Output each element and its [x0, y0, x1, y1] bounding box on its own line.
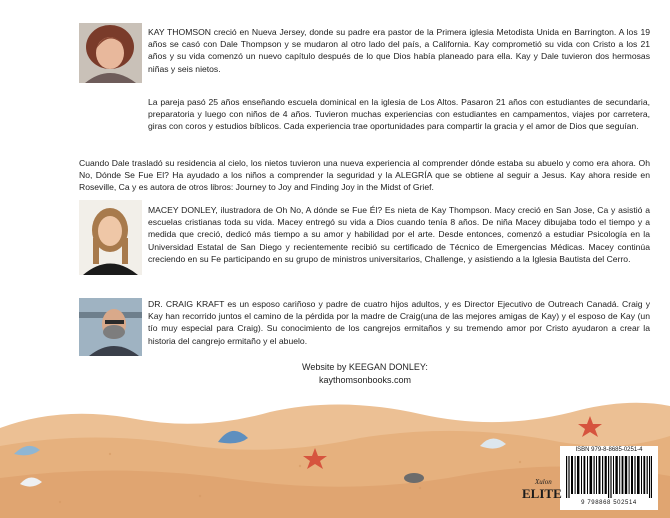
stone-small: [404, 473, 424, 483]
kay-paragraph-2: La pareja pasó 25 años enseñando escuela dominical en la iglesia de Los Altos. Pasaron 21 años con estudiantes de secundaria, preparatoria y luego con niños de 4 años. Tuvieron muchas experiencias con estudiantes en campamentos, viajes por carretera, giras con coros y estudios bíblicos. Cada experiencia trae oportunidades para compartir la gracia y el amor de Dios que seguían.: [148, 97, 650, 132]
website-link[interactable]: kaythomsonbooks.com: [318, 374, 412, 385]
publisher-logo-top: Xulon: [535, 478, 552, 486]
craig-kraft-photo: [79, 298, 142, 356]
website-line-1: Website by KEEGAN DONLEY:: [302, 362, 428, 372]
kay-paragraph-3: Cuando Dale trasladó su residencia al cielo, los nietos tuvieron una nueva experiencia al comprender dónde estaba su abuelo y como era ahora. Oh No, Dónde Se Fue El? Ha ayudado a los niños a comprender la seguridad y la ALEGRÍA que se obtiene al seguir a Jesus. Kay ahora reside en Roseville, Ca y es autora de otros libros: Journey to Joy and Finding Joy in the Midst of Grief.: [79, 158, 650, 193]
barcode-number: 9 798868 502514: [581, 500, 637, 506]
craig-paragraph: DR. CRAIG KRAFT es un esposo cariñoso y padre de cuatro hijos adultos, y es Director Ejecutivo de Outreach Canadá. Craig y Kay han recorrido juntos el camino de la pérdida por la madre de Craig(una de las mejores amigas de Kay) y el esposo de Kay (un tío muy especial para Craig). Su conocimiento de los cangrejos ermitaños y su tremendo amor por Cristo ayudaron a crear la historia del cangrejo ermitaño y el abuelo.: [148, 299, 650, 346]
macey-paragraph: MACEY DONLEY, ilustradora de Oh No, A dónde se Fue Él? Es nieta de Kay Thompson. Macy creció en San Jose, Ca y asistió a escuelas cristianas toda su vida. Macey entregó su vida a Dios cuando tenía 8 años. De niña Macey dibujaba todo el tiempo y a medida que creció, dedicó más tiempo a su amor y habilidad por el arte. Desde entonces, comenzó a estudiar Psicología en la Universidad Estatal de San Diego y recientemente recibió su certificado de Técnico de Emergencias Médicas. Macey continúa creciendo en su Fe participando en su grupo de ministros universitarios, Challenge, y asistiendo a la Iglesia Bautista del Cerro.: [148, 205, 650, 264]
website-credit: [250, 361, 480, 386]
barcode-bars: [566, 456, 652, 498]
publisher-logo: ELITE: [522, 486, 562, 501]
kay-paragraph-1: KAY THOMSON creció en Nueva Jersey, donde su padre era pastor de la Primera iglesia Metodista Unida en Barrington. A los 19 años se casó con Dale Thompson y se mudaron al otro lado del país, a California. Kay comprometió su vida con Cristo a los 21 años y su vida comenzó un nuevo capítulo después de lo que Dios había planeado para ella. Kay y Dale tuvieron dos hermosas niñas y seis nietos.: [148, 27, 650, 74]
kay-thomson-photo: [79, 23, 142, 83]
isbn-text: ISBN 979-8-8685-0251-4: [575, 447, 643, 453]
macey-donley-photo: [79, 200, 142, 275]
